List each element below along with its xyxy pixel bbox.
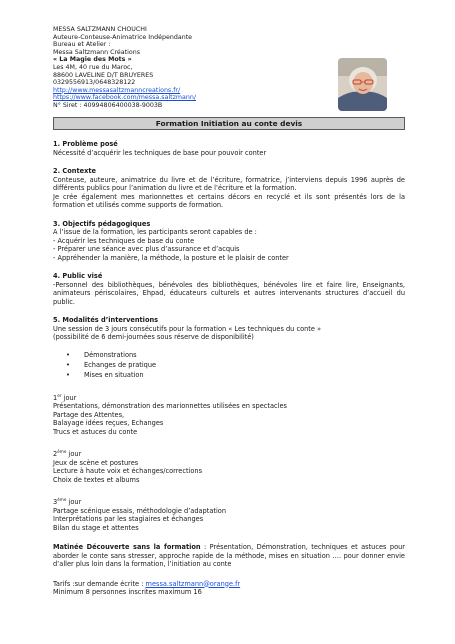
day-2-line: Lecture à haute voix et échanges/corrections xyxy=(53,467,203,475)
document-title: Formation Initiation au conte devis xyxy=(53,117,405,130)
section-2-text-1: Conteuse, auteure, animatrice du livre et de l’écriture, formatrice, j’interviens depuis 1996 auprès de différents publics pour l’animation du livre et de l’écriture et la formation. xyxy=(53,175,405,192)
day-3-line: Partage scénique essais, méthodologie d’adaptation xyxy=(53,506,226,515)
website-link[interactable]: http://www.messasaltzmanncreations.fr/ xyxy=(53,86,181,94)
document-body xyxy=(53,140,405,597)
day-1-line: Balayage idées reçues, Echanges xyxy=(53,419,164,427)
list-item: • Echanges de pratique xyxy=(84,360,405,370)
day-1-heading: 1er jour xyxy=(53,392,77,402)
letterhead xyxy=(53,26,313,110)
day-2-line: Choix de textes et albums xyxy=(53,475,140,484)
day-1-line: Présentations, démonstration des marionnettes utilisées en spectacles xyxy=(53,402,287,410)
modalities-list xyxy=(53,350,405,380)
section-1-text: Nécessité d’acquérir les techniques de base pour pouvoir conter xyxy=(53,148,267,157)
section-5-heading: 5. Modalités d’interventions xyxy=(53,316,159,324)
list-item: • Démonstrations xyxy=(84,350,405,360)
section-1-heading: 1. Problème posé xyxy=(53,140,118,148)
facebook-link[interactable]: https://www.facebook.com/messa.saltzmann/ xyxy=(53,94,196,102)
section-3-heading: 3. Objectifs pédagogiques xyxy=(53,219,151,228)
day-2-line: Jeux de scène et postures xyxy=(53,458,139,467)
section-3-line: - Acquérir les techniques de base du conte xyxy=(53,236,195,245)
day-3-line: Interprétations par les stagiaires et échanges xyxy=(53,515,204,523)
section-3-line: A l’issue de la formation, les participants seront capables de : xyxy=(53,228,257,236)
email-link[interactable]: messa.saltzmann@orange.fr xyxy=(145,579,241,588)
author-role: Auteure-Conteuse-Animatrice Indépendante xyxy=(53,33,193,41)
list-item: • Mises en situation xyxy=(84,370,405,380)
tarifs-line: Tarifs :sur demande écrite : messa.saltzmann@orange.fr xyxy=(53,579,241,588)
siret-number: N° Siret : 40994806400038-9003B xyxy=(53,101,163,109)
section-5-line-2: (possibilité de 6 demi-journées sous réserve de disponibilité) xyxy=(53,333,254,341)
office-label: Bureau et Atelier : xyxy=(53,41,111,49)
day-1-line: Partage des Attentes, xyxy=(53,410,125,419)
day-1-line: Trucs et astuces du conte xyxy=(53,427,138,436)
address-city: 88600 LAVELINE D/T BRUYERES xyxy=(53,71,154,79)
address-street: Les 4M, 40 rue du Maroc, xyxy=(53,63,133,71)
section-4-text: -Personnel des bibliothèques, bénévoles des bibliothèques, bénévoles lire et faire lire, Enseignants, animateurs périscolaires, Ehpad, éducateurs culturels et autres intervenants structures d’accueil du public. xyxy=(53,280,405,306)
author-name: MESSA SALTZMANN CHOUCHI xyxy=(53,26,147,33)
section-3-line: - Préparer une séance avec plus d’assurance et d’acquis xyxy=(53,245,240,253)
company-slogan: « La Magie des Mots » xyxy=(53,56,132,64)
matinee-text: : Présentation, Démonstration, techniques et astuces pour aborder le conte sans stresser, approche rapide de la méthode, mises en situation …. pour donner envie d’aller plus loin dans la formation, l’initiation au conte xyxy=(53,543,406,568)
day-3-line: Bilan du stage et attentes xyxy=(53,523,139,532)
participants-limit: Minimum 8 personnes inscrites maximum 16 xyxy=(53,588,202,596)
matinee-paragraph xyxy=(53,543,405,569)
section-4-heading: 4. Public visé xyxy=(53,272,103,280)
day-3-heading: 3ème jour xyxy=(53,497,82,506)
company-name: Messa Saltzmann Créations xyxy=(53,48,141,56)
author-photo xyxy=(338,58,387,111)
phone-numbers: 0329556913/0648328122 xyxy=(53,79,136,87)
matinee-title: Matinée Découverte sans la formation xyxy=(53,543,201,551)
section-2-heading: 2. Contexte xyxy=(53,167,96,175)
section-2-text-2: Je crée également mes marionnettes et certains décors en recyclé et ils sont présentés lors de la formation et utilisés comme supports de formation. xyxy=(53,192,405,209)
section-5-line-1: Une session de 3 jours consécutifs pour la formation « Les techniques du conte » xyxy=(53,324,322,333)
day-2-heading: 2ème jour xyxy=(53,449,82,458)
section-3-line: - Appréhender la manière, la méthode, la posture et le plaisir de conter xyxy=(53,253,289,262)
